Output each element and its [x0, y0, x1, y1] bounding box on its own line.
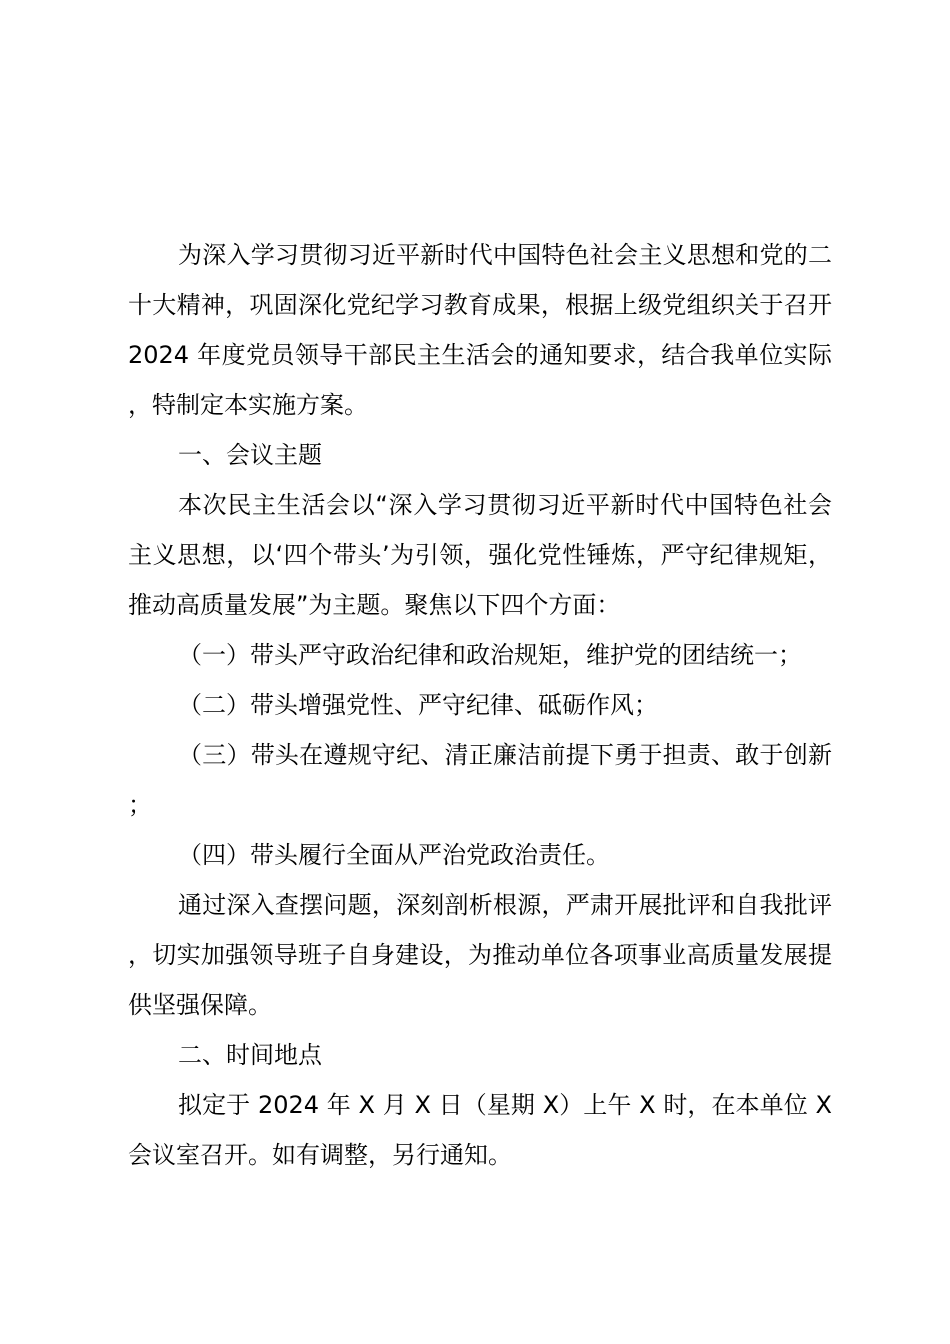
focus-item-3: （三）带头在遵规守纪、清正廉洁前提下勇于担责、敢于创新；	[128, 741, 832, 819]
document-page	[128, 230, 832, 1180]
theme-paragraph: 本次民主生活会以“深入学习贯彻习近平新时代中国特色社会主义思想，以‘四个带头’为引领，强化党性锤炼，严守纪律规矩，推动高质量发展”为主题。聚焦以下四个方面：	[128, 491, 832, 619]
intro-paragraph: 为深入学习贯彻习近平新时代中国特色社会主义思想和党的二十大精神，巩固深化党纪学习教育成果，根据上级党组织关于召开 2024 年度党员领导干部民主生活会的通知要求，结合我单位实际，特制定本实施方案。	[128, 241, 832, 419]
focus-item-4: （四）带头履行全面从严治党政治责任。	[178, 841, 610, 869]
section-1-heading: 一、会议主题	[178, 441, 322, 469]
focus-item-2: （二）带头增强党性、严守纪律、砥砺作风；	[178, 691, 658, 719]
focus-item-1: （一）带头严守政治纪律和政治规矩，维护党的团结统一；	[178, 641, 802, 669]
closing-paragraph: 通过深入查摆问题，深刻剖析根源，严肃开展批评和自我批评，切实加强领导班子自身建设，为推动单位各项事业高质量发展提供坚强保障。	[128, 891, 832, 1019]
section-2-heading: 二、时间地点	[178, 1041, 322, 1069]
time-location-paragraph: 拟定于 2024 年 X 月 X 日（星期 X）上午 X 时，在本单位 X 会议室召开。如有调整，另行通知。	[128, 1091, 832, 1169]
